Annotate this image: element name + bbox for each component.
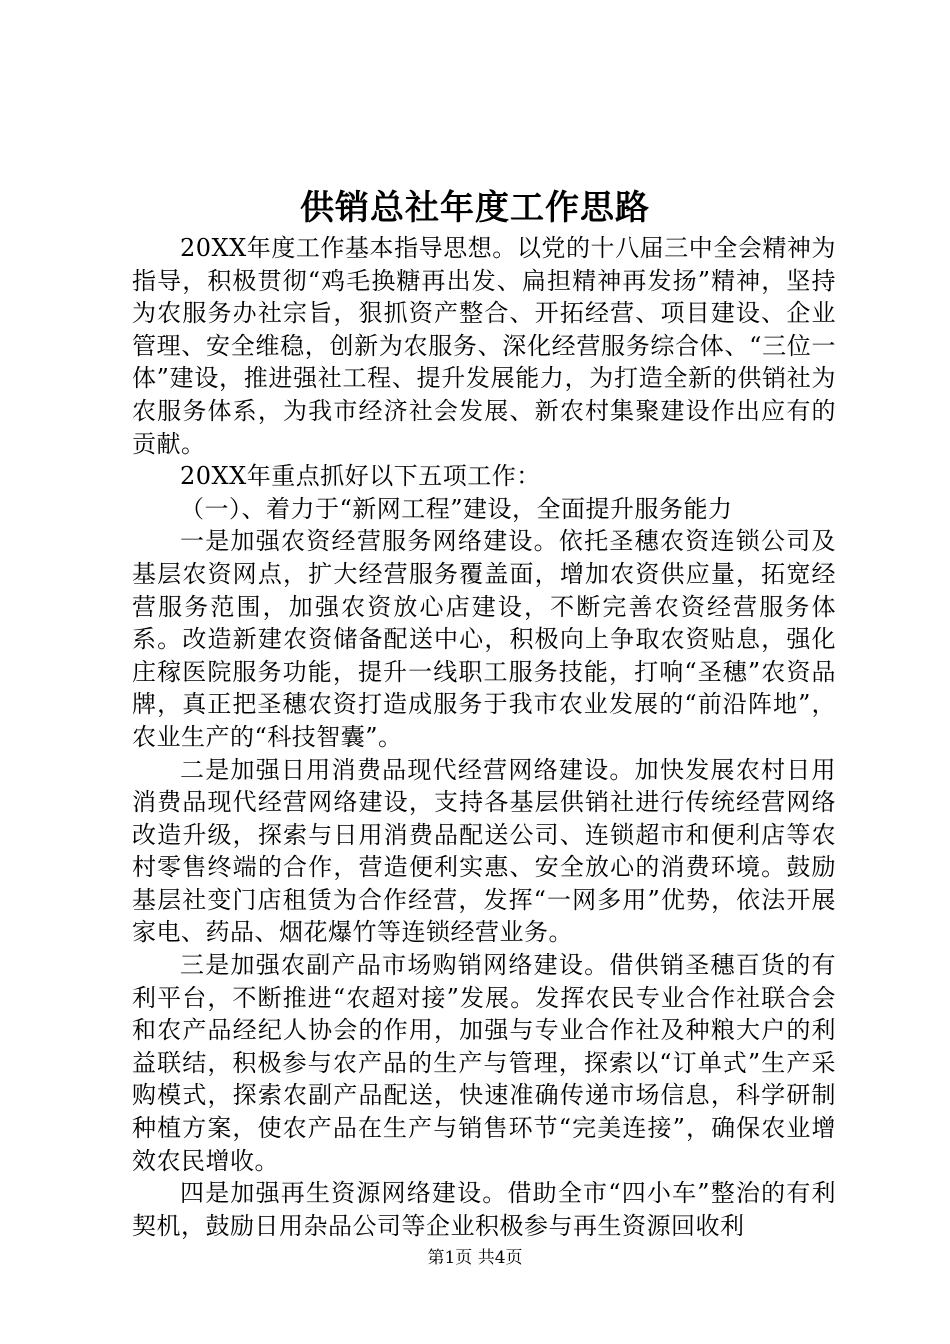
paragraph-guiding-thought: 20XX年度工作基本指导思想。以党的十八届三中全会精神为指导，积极贯彻“鸡毛换糖再出发、扁担精神再发扬”精神，坚持为农服务办社宗旨，狠抓资产整合、开拓经营、项目建设、企业管理、安全维稳，创新为农服务、深化经营服务综合体、“三位一体”建设，推进强社工程、提升发展能力，为打造全新的供销社为农服务体系，为我市经济社会发展、新农村集聚建设作出应有的贡献。 xyxy=(132,234,836,458)
document-title: 供销总社年度工作思路 xyxy=(300,188,650,228)
paragraph-item-1: 一是加强农资经营服务网络建设。依托圣穗农资连锁公司及基层农资网点，扩大经营服务覆盖面，增加农资供应量，拓宽经营服务范围，加强农资放心店建设，不断完善农资经营服务体系。改造新建农资储备配送中心，积极向上争取农资贴息，强化庄稼医院服务功能，提升一线职工服务技能，打响“圣穗”农资品牌，真正把圣穗农资打造成服务于我市农业发展的“前沿阵地”，农业生产的“科技智囊”。 xyxy=(132,527,836,751)
section-heading-1: （一）、着力于“新网工程”建设，全面提升服务能力 xyxy=(180,494,733,523)
paragraph-item-2: 二是加强日用消费品现代经营网络建设。加快发展农村日用消费品现代经营网络建设，支持各基层供销社进行传统经营网络改造升级，探索与日用消费品配送公司、连锁超市和便利店等农村零售终端的合作，营造便利实惠、安全放心的消费环境。鼓励基层社变门店租赁为合作经营，发挥“一网多用”优势，依法开展家电、药品、烟花爆竹等连锁经营业务。 xyxy=(132,755,836,947)
page-number-footer: 第1页 共4页 xyxy=(427,1248,523,1268)
document-body xyxy=(132,232,836,1242)
paragraph-item-4: 四是加强再生资源网络建设。借助全市“四小车”整治的有利契机，鼓励日用杂品公司等企业积极参与再生资源回收利 xyxy=(132,1179,836,1240)
paragraph-five-tasks-intro: 20XX年重点抓好以下五项工作： xyxy=(180,462,541,491)
paragraph-item-3: 三是加强农副产品市场购销网络建设。借供销圣穗百货的有利平台，不断推进“农超对接”发展。发挥农民专业合作社联合会和农产品经纪人协会的作用，加强与专业合作社及种粮大户的利益联结，积极参与农产品的生产与管理，探索以“订单式”生产采购模式，探索农副产品配送，快速准确传递市场信息，科学研制种植方案，使农产品在生产与销售环节“完美连接”，确保农业增效农民增收。 xyxy=(132,951,836,1175)
